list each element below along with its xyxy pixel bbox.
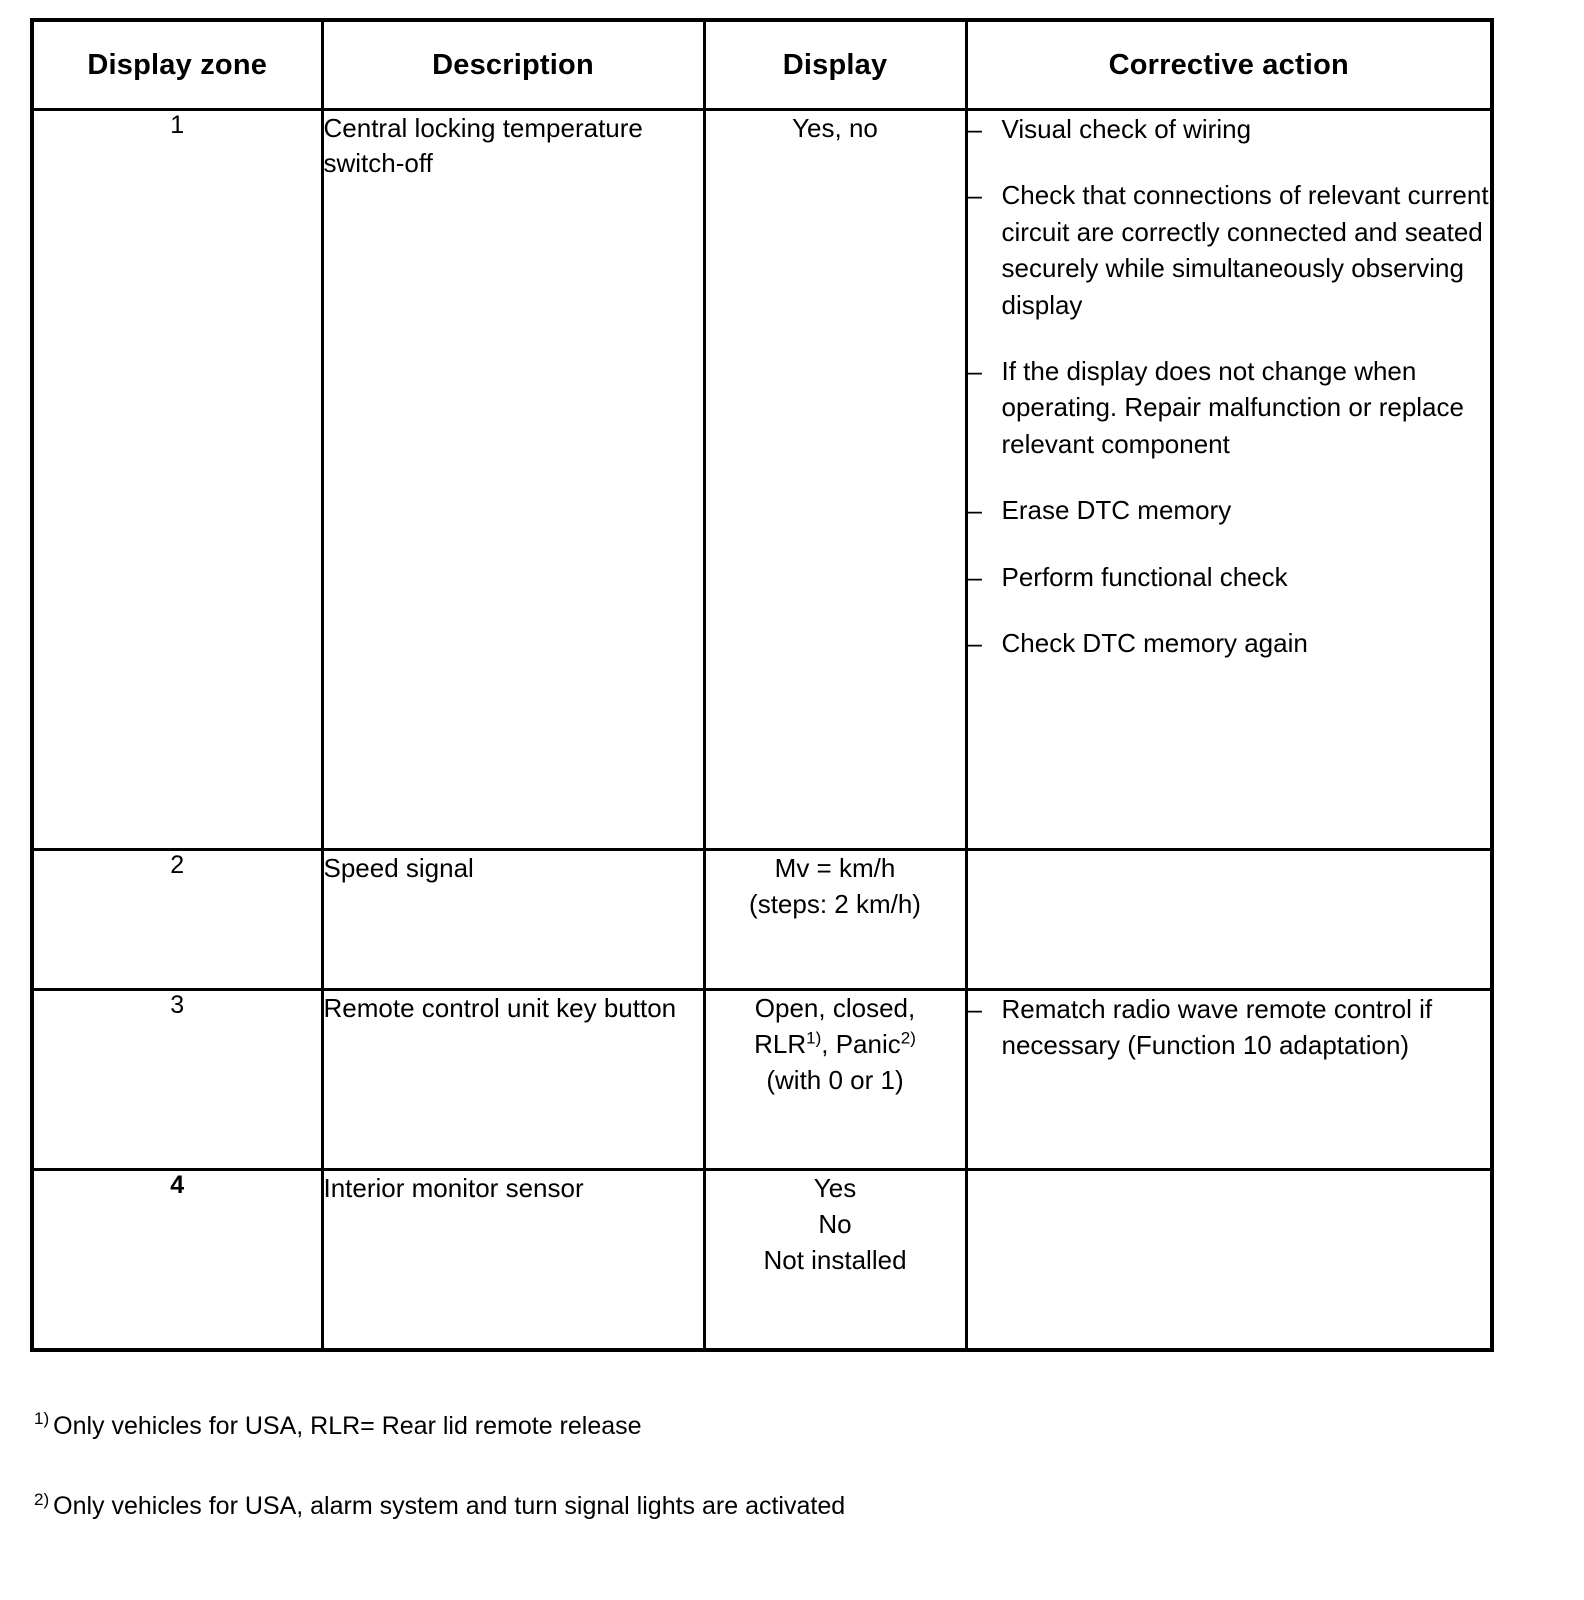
row-display-value: [704, 1170, 966, 1350]
footnote-ref-2: 2): [900, 1028, 916, 1048]
row-display-value: [704, 850, 966, 990]
row-display-value: [704, 990, 966, 1170]
zone-number: 4: [32, 1170, 322, 1350]
row-corrective-actions: [966, 990, 1492, 1170]
display-line: (steps: 2 km/h): [749, 888, 921, 919]
zone-number: 2: [32, 850, 322, 990]
action-item: – If the display does not change when operating. Repair malfunction or replace relevant component: [968, 353, 1491, 462]
row-description: Speed signal: [322, 850, 704, 990]
footnote-ref-1: 1): [806, 1028, 822, 1048]
row-corrective-actions: [966, 850, 1492, 990]
zone-number: 1: [32, 110, 322, 850]
row-corrective-actions: [966, 1170, 1492, 1350]
table-header-row: [32, 20, 1492, 110]
column-header-corrective-action: Corrective action: [966, 20, 1492, 110]
row-description: Remote control unit key button: [322, 990, 704, 1170]
action-item: – Perform functional check: [968, 559, 1491, 595]
table-row: [32, 990, 1492, 1170]
row-display-value: Yes, no: [704, 110, 966, 850]
table-row: [32, 850, 1492, 990]
display-rlr-label: RLR$^{1)}$, Panic$^{2)}$: [754, 1028, 916, 1059]
display-line: (with 0 or 1): [766, 1064, 904, 1095]
action-item: – Erase DTC memory: [968, 492, 1491, 528]
table-row: [32, 110, 1492, 850]
action-item: – Check DTC memory again: [968, 625, 1491, 661]
zone-number: 3: [32, 990, 322, 1170]
action-item: – Visual check of wiring: [968, 111, 1491, 147]
footnote-1: [34, 1410, 1554, 1443]
footnote-marker: 2): [34, 1489, 50, 1509]
diagnosis-table: [30, 18, 1494, 1352]
footnote-text: Only vehicles for USA, RLR= Rear lid remote release: [53, 1411, 642, 1440]
row-description: Central locking temperature switch-off: [322, 110, 704, 850]
table-row: [32, 1170, 1492, 1350]
column-header-display-zone: Display zone: [32, 20, 322, 110]
display-line: Open, closed,: [754, 993, 916, 1023]
action-item: – Rematch radio wave remote control if necessary (Function 10 adaptation): [968, 991, 1491, 1064]
column-header-display: Display: [704, 20, 966, 110]
footnotes-section: [30, 1410, 1554, 1523]
footnote-marker: 1): [34, 1409, 50, 1429]
display-line: Yes: [813, 1173, 857, 1203]
footnote-2: [34, 1490, 1554, 1523]
action-item: – Check that connections of relevant current circuit are correctly connected and seated securely while simultaneously observing display: [968, 177, 1491, 323]
display-line: Not installed: [763, 1244, 907, 1275]
column-header-description: Description: [322, 20, 704, 110]
display-line: No: [818, 1208, 852, 1239]
footnote-text: Only vehicles for USA, alarm system and turn signal lights are activated: [53, 1492, 846, 1520]
row-corrective-actions: [966, 110, 1492, 850]
display-line-with-footnotes: [706, 1027, 965, 1063]
display-line: Mv = km/h: [774, 853, 896, 883]
row-description: Interior monitor sensor: [322, 1170, 704, 1350]
